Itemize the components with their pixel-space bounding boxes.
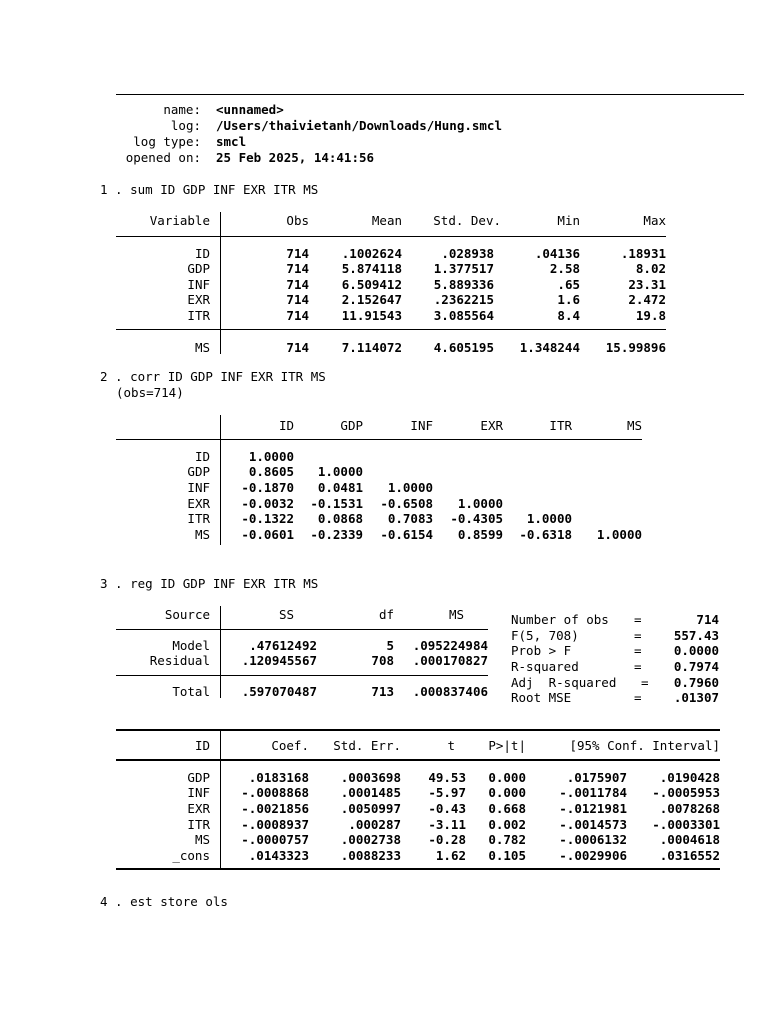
- coef-header-t: t: [447, 738, 455, 753]
- sum-cell: .1002624: [341, 246, 402, 261]
- coef-cell: 0.000: [488, 770, 526, 785]
- corr-cell: -0.0032: [241, 496, 294, 511]
- anova-row-label: Residual: [149, 653, 210, 668]
- sum-cell: 5.874118: [341, 261, 402, 276]
- sum-header-stddev: Std. Dev.: [433, 213, 501, 228]
- anova-cell: .000170827: [412, 653, 488, 668]
- header-value-name: <unnamed>: [216, 102, 284, 117]
- anova-header-df: df: [378, 607, 394, 622]
- log-top-rule: [116, 94, 744, 95]
- coef-bottom-rule: [116, 868, 720, 870]
- corr-header-cell: ID: [278, 418, 294, 433]
- coef-cell: .0003698: [340, 770, 401, 785]
- coef-cell: .0175907: [566, 770, 627, 785]
- sum-cell: 714: [286, 246, 309, 261]
- coef-cell: -.0006132: [559, 832, 627, 847]
- sum-cell: 714: [286, 308, 309, 323]
- coef-header-ci: [95% Conf. Interval]: [569, 738, 720, 753]
- coef-cell: .0190428: [659, 770, 720, 785]
- coef-header-coef: Coef.: [271, 738, 309, 753]
- anova-cell: .095224984: [412, 638, 488, 653]
- anova-cell: .47612492: [249, 638, 317, 653]
- coef-row-label: GDP: [187, 770, 210, 785]
- anova-cell: .597070487: [241, 684, 317, 699]
- corr-header-cell: INF: [410, 418, 433, 433]
- corr-cell: 1.0000: [248, 449, 294, 464]
- sum-cell: 3.085564: [433, 308, 494, 323]
- sum-header-variable: Variable: [149, 213, 210, 228]
- sum-cell: 5.889336: [433, 277, 494, 292]
- sum-header-mean: Mean: [371, 213, 402, 228]
- corr-row-label: INF: [187, 480, 210, 495]
- corr-row-label: ID: [194, 449, 210, 464]
- stat-equals: =: [641, 675, 649, 690]
- stat-value: 0.0000: [673, 643, 719, 658]
- sum-cell: .65: [557, 277, 580, 292]
- coef-cell: -.0121981: [559, 801, 627, 816]
- coef-header-stderr: Std. Err.: [333, 738, 401, 753]
- sum-cell: 4.605195: [433, 340, 494, 355]
- sum-cell: 1.377517: [433, 261, 494, 276]
- sum-cell: 2.58: [549, 261, 580, 276]
- coef-cell: .0088233: [340, 848, 401, 863]
- coef-cell: -.0011784: [559, 785, 627, 800]
- command-corr: 2 . corr ID GDP INF EXR ITR MS: [100, 369, 326, 384]
- sum-cell: 6.509412: [341, 277, 402, 292]
- summary-total-rule: [116, 329, 666, 330]
- corr-cell: -0.6318: [519, 527, 572, 542]
- sum-cell: .2362215: [433, 292, 494, 307]
- anova-header-rule: [116, 629, 488, 630]
- corr-cell: -0.1322: [241, 511, 294, 526]
- coef-cell: -.0021856: [241, 801, 309, 816]
- coef-cell: 49.53: [428, 770, 466, 785]
- anova-header-source: Source: [164, 607, 210, 622]
- corr-cell: 0.8605: [248, 464, 294, 479]
- corr-cell: 0.7083: [387, 511, 433, 526]
- corr-header-cell: GDP: [340, 418, 363, 433]
- coef-cell: -0.28: [428, 832, 466, 847]
- coef-cell: -3.11: [428, 817, 466, 832]
- stat-value: 0.7960: [673, 675, 719, 690]
- coef-row-label: EXR: [187, 801, 210, 816]
- sum-cell: 19.8: [635, 308, 666, 323]
- sum-cell: .04136: [534, 246, 580, 261]
- header-label-name: name:: [163, 102, 201, 117]
- coef-header-depvar: ID: [194, 738, 210, 753]
- anova-cell: .120945567: [241, 653, 317, 668]
- obs-note: (obs=714): [116, 385, 184, 400]
- coef-cell: .000287: [348, 817, 401, 832]
- corr-cell: -0.1531: [310, 496, 363, 511]
- coef-cell: 0.105: [488, 848, 526, 863]
- coef-header-rule: [116, 759, 720, 761]
- coef-cell: .0002738: [340, 832, 401, 847]
- sum-cell: 2.472: [628, 292, 666, 307]
- corr-cell: -0.1870: [241, 480, 294, 495]
- sum-cell: 8.4: [557, 308, 580, 323]
- corr-cell: 1.0000: [457, 496, 503, 511]
- sum-cell: .028938: [441, 246, 494, 261]
- command-reg: 3 . reg ID GDP INF EXR ITR MS: [100, 576, 319, 591]
- coef-cell: 0.668: [488, 801, 526, 816]
- sum-cell: 1.348244: [519, 340, 580, 355]
- corr-header-cell: ITR: [549, 418, 572, 433]
- coef-cell: .0001485: [340, 785, 401, 800]
- corr-cell: 1.0000: [317, 464, 363, 479]
- stat-label: Adj R-squared: [511, 675, 617, 690]
- anova-cell: 713: [371, 684, 394, 699]
- stat-equals: =: [634, 690, 642, 705]
- coef-cell: -5.97: [428, 785, 466, 800]
- corr-cell: 0.0868: [317, 511, 363, 526]
- sum-header-max: Max: [643, 213, 666, 228]
- sum-row-label: ITR: [187, 308, 210, 323]
- corr-cell: 0.0481: [317, 480, 363, 495]
- corr-vrule: [220, 415, 221, 545]
- anova-row-label: Model: [172, 638, 210, 653]
- anova-cell: 5: [386, 638, 394, 653]
- coef-cell: .0050997: [340, 801, 401, 816]
- corr-cell: -0.2339: [310, 527, 363, 542]
- coef-header-p: P>|t|: [488, 738, 526, 753]
- coef-cell: -.0014573: [559, 817, 627, 832]
- corr-header-rule: [116, 439, 642, 440]
- sum-cell: 2.152647: [341, 292, 402, 307]
- sum-cell: 714: [286, 277, 309, 292]
- coef-cell: -.0008937: [241, 817, 309, 832]
- coef-row-label: MS: [194, 832, 210, 847]
- coef-cell: .0183168: [248, 770, 309, 785]
- anova-cell: .000837406: [412, 684, 488, 699]
- corr-cell: -0.4305: [450, 511, 503, 526]
- corr-header-cell: EXR: [480, 418, 503, 433]
- coef-cell: .0143323: [248, 848, 309, 863]
- stat-value: .01307: [673, 690, 719, 705]
- stat-label: F(5, 708): [511, 628, 579, 643]
- coef-vrule: [220, 730, 221, 869]
- corr-row-label: MS: [194, 527, 210, 542]
- coef-cell: 0.782: [488, 832, 526, 847]
- coef-cell: -.0029906: [559, 848, 627, 863]
- coef-cell: 1.62: [435, 848, 466, 863]
- corr-cell: -0.0601: [241, 527, 294, 542]
- stat-label: Root MSE: [511, 690, 572, 705]
- anova-header-ss: SS: [278, 607, 294, 622]
- sum-cell: 23.31: [628, 277, 666, 292]
- corr-cell: 1.0000: [387, 480, 433, 495]
- command-sum: 1 . sum ID GDP INF EXR ITR MS: [100, 182, 319, 197]
- coef-cell: -.0008868: [241, 785, 309, 800]
- coef-cell: 0.000: [488, 785, 526, 800]
- coef-cell: -.0003301: [652, 817, 720, 832]
- corr-row-label: GDP: [187, 464, 210, 479]
- sum-row-label: EXR: [187, 292, 210, 307]
- stat-equals: =: [634, 659, 642, 674]
- corr-cell: -0.6508: [380, 496, 433, 511]
- coef-cell: .0078268: [659, 801, 720, 816]
- sum-header-min: Min: [557, 213, 580, 228]
- coef-cell: .0004618: [659, 832, 720, 847]
- sum-cell: 714: [286, 292, 309, 307]
- stat-equals: =: [634, 612, 642, 627]
- anova-header-ms: MS: [448, 607, 464, 622]
- sum-cell: 714: [286, 261, 309, 276]
- corr-cell: 1.0000: [596, 527, 642, 542]
- sum-cell: 7.114072: [341, 340, 402, 355]
- coef-row-label: ITR: [187, 817, 210, 832]
- command-est-store: 4 . est store ols: [100, 894, 228, 909]
- sum-row-label: ID: [194, 246, 210, 261]
- corr-cell: 0.8599: [457, 527, 503, 542]
- coef-cell: -.0000757: [241, 832, 309, 847]
- stat-label: Number of obs: [511, 612, 609, 627]
- header-label-opened: opened on:: [125, 150, 201, 165]
- coef-top-rule: [116, 729, 720, 731]
- sum-row-label: GDP: [187, 261, 210, 276]
- header-value-log: /Users/thaivietanh/Downloads/Hung.smcl: [216, 118, 502, 133]
- sum-row-label: MS: [194, 340, 210, 355]
- anova-total-rule: [116, 675, 488, 676]
- corr-row-label: ITR: [187, 511, 210, 526]
- stat-value: 714: [696, 612, 719, 627]
- stat-value: 0.7974: [673, 659, 719, 674]
- header-label-log: log:: [170, 118, 201, 133]
- anova-vrule: [220, 606, 221, 698]
- stat-value: 557.43: [673, 628, 719, 643]
- stat-equals: =: [634, 643, 642, 658]
- corr-cell: 1.0000: [526, 511, 572, 526]
- stat-equals: =: [634, 628, 642, 643]
- sum-row-label: INF: [187, 277, 210, 292]
- sum-cell: 15.99896: [605, 340, 666, 355]
- coef-row-label: _cons: [172, 848, 210, 863]
- corr-header-cell: MS: [626, 418, 642, 433]
- summary-header-rule: [116, 236, 666, 237]
- header-value-logtype: smcl: [216, 134, 247, 149]
- stat-label: R-squared: [511, 659, 579, 674]
- sum-cell: 714: [286, 340, 309, 355]
- corr-row-label: EXR: [187, 496, 210, 511]
- sum-header-obs: Obs: [286, 213, 309, 228]
- anova-row-label: Total: [172, 684, 210, 699]
- sum-cell: 11.91543: [341, 308, 402, 323]
- sum-cell: 8.02: [635, 261, 666, 276]
- corr-cell: -0.6154: [380, 527, 433, 542]
- anova-cell: 708: [371, 653, 394, 668]
- stat-label: Prob > F: [511, 643, 572, 658]
- coef-row-label: INF: [187, 785, 210, 800]
- coef-cell: 0.002: [488, 817, 526, 832]
- coef-cell: -.0005953: [652, 785, 720, 800]
- header-label-logtype: log type:: [133, 134, 201, 149]
- sum-cell: 1.6: [557, 292, 580, 307]
- summary-vrule: [220, 212, 221, 354]
- sum-cell: .18931: [620, 246, 666, 261]
- header-value-opened: 25 Feb 2025, 14:41:56: [216, 150, 375, 165]
- coef-cell: .0316552: [659, 848, 720, 863]
- coef-cell: -0.43: [428, 801, 466, 816]
